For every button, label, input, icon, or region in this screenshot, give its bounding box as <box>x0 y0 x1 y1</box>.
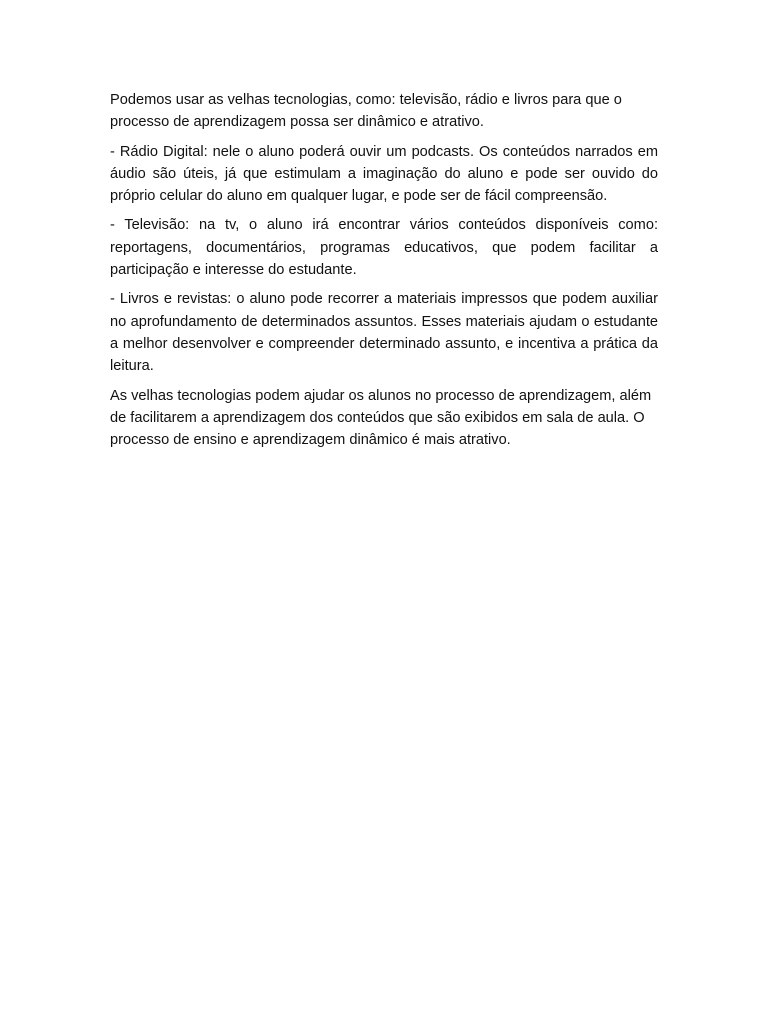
paragraph-livros-revistas: - Livros e revistas: o aluno pode recorrer a materiais impressos que podem auxiliar no aprofundamento de determinados assuntos. Esses materiais ajudam o estudante a melhor desenvolver e compreender determinado assunto, e incentiva a prática da leitura. <box>110 291 658 375</box>
paragraph-intro: Podemos usar as velhas tecnologias, como: televisão, rádio e livros para que o processo de aprendizagem possa ser dinâmico e atrativo. <box>110 92 622 131</box>
document-body <box>110 89 658 458</box>
paragraph-conclusion: As velhas tecnologias podem ajudar os alunos no processo de aprendizagem, além de facilitarem a aprendizagem dos conteúdos que são exibidos em sala de aula. O processo de ensino e aprendizagem dinâmico é mais atrativo. <box>110 387 652 449</box>
paragraph-radio-digital: - Rádio Digital: nele o aluno poderá ouvir um podcasts. Os conteúdos narrados em áudio são úteis, já que estimulam a imaginação do aluno e pode ser ouvido do próprio celular do aluno em qualquer lugar, e pode ser de fácil compreensão. <box>110 143 658 205</box>
paragraph-televisao: - Televisão: na tv, o aluno irá encontrar vários conteúdos disponíveis como: reportagens, documentários, programas educativos, que podem facilitar a participação e interesse do estudante. <box>110 217 658 279</box>
